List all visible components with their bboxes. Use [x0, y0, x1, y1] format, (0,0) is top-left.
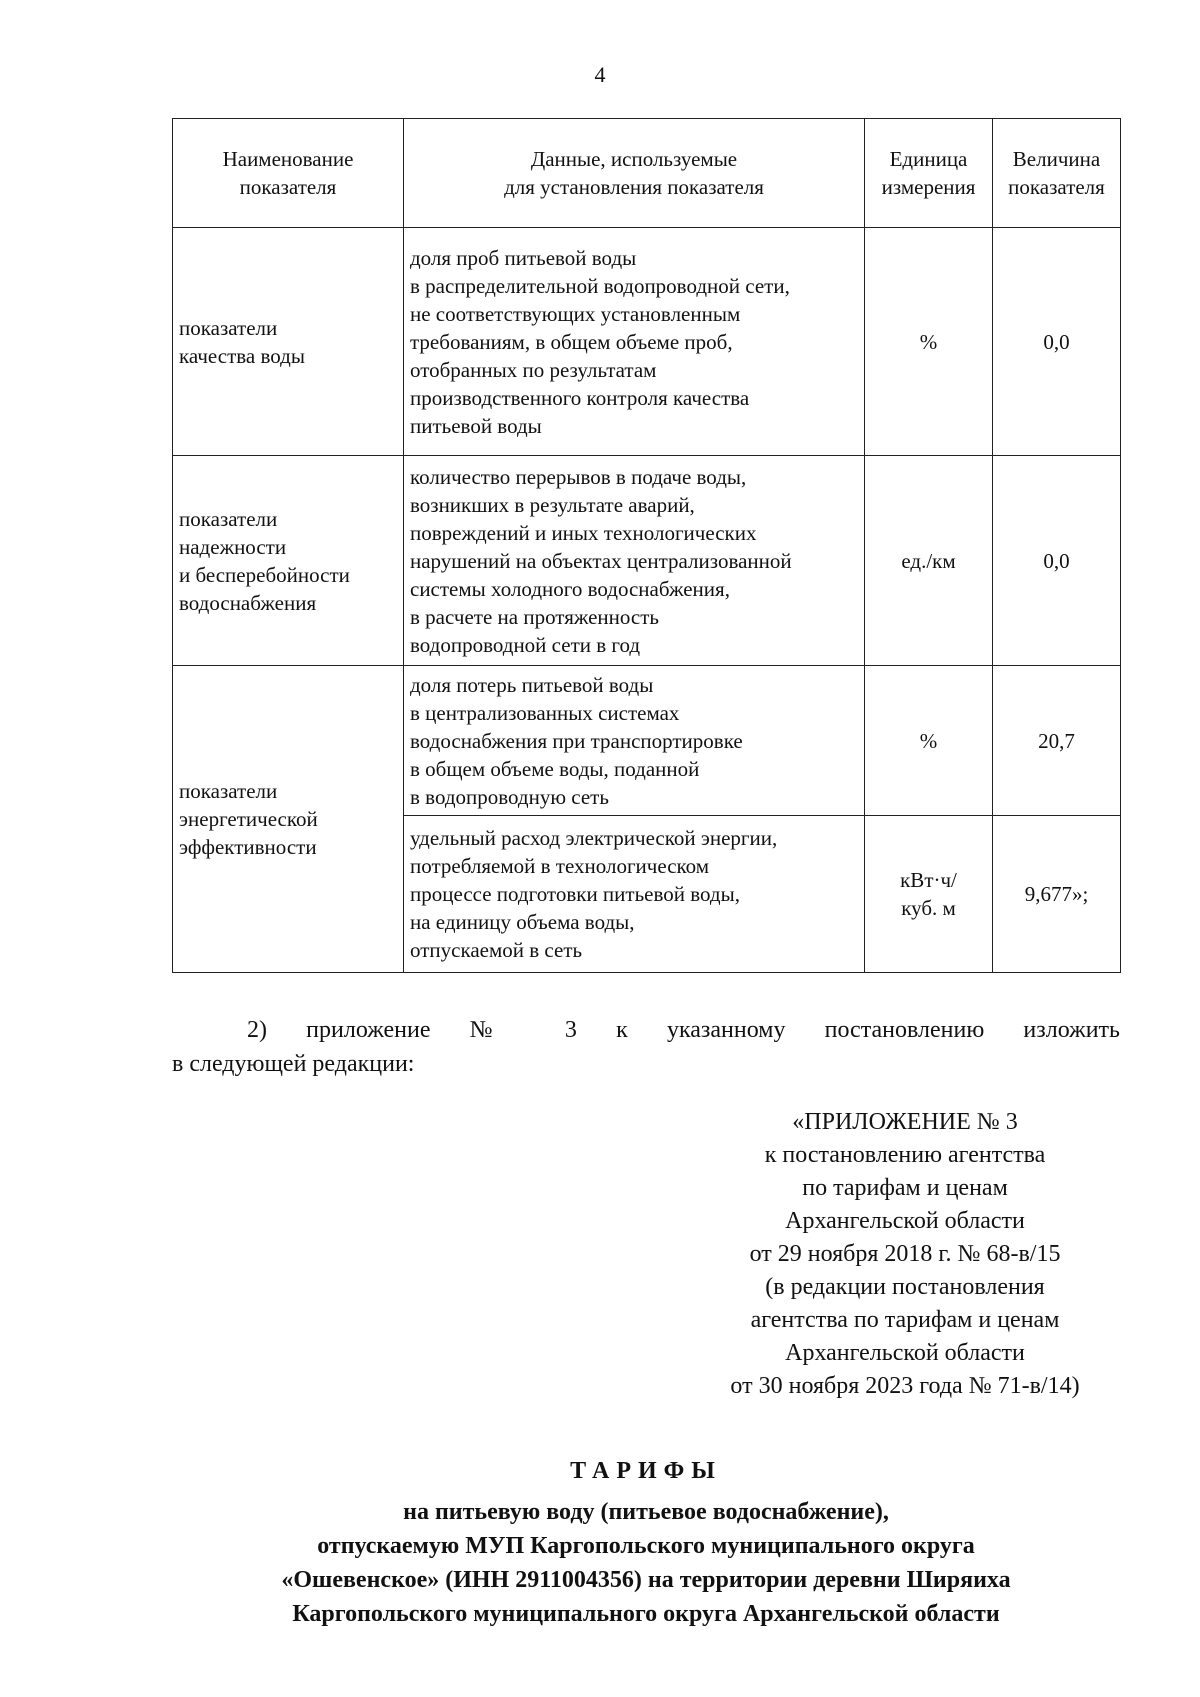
indicators-table [172, 118, 1121, 973]
unit-cell: % [865, 666, 993, 816]
table-row [173, 666, 1121, 816]
paragraph-line: в следующей редакции: [172, 1051, 415, 1077]
indicator-name-cell: показатели энергетической эффективности [173, 666, 404, 973]
unit-cell: ед./км [865, 456, 993, 666]
indicator-data-cell: доля проб питьевой воды в распределительной водопроводной сети, не соответствующих установленным требованиям, в общем объеме проб, отобранных по результатам производственного контроля качества питьевой воды [404, 228, 865, 456]
page-number: 4 [594, 62, 606, 87]
unit-cell: кВт·ч/ куб. м [865, 816, 993, 973]
value-cell: 0,0 [993, 228, 1121, 456]
indicator-name-cell: показатели качества воды [173, 228, 404, 456]
table-header-row [173, 119, 1121, 228]
indicator-data-cell: количество перерывов в подаче воды, возникших в результате аварий, повреждений и иных технологических нарушений на объектах централизованной системы холодного водоснабжения, в расчете на протяженность водопроводной сети в год [404, 456, 865, 666]
header-data-used: Данные, используемые для установления показателя [404, 119, 865, 228]
header-unit: Единица измерения [865, 119, 993, 228]
value-cell: 20,7 [993, 666, 1121, 816]
table-row [173, 228, 1121, 456]
value-cell: 0,0 [993, 456, 1121, 666]
header-indicator-name: Наименование показателя [173, 119, 404, 228]
table-row [173, 456, 1121, 666]
indicator-data-cell: удельный расход электрической энергии, потребляемой в технологическом процессе подготовки питьевой воды, на единицу объема воды, отпускаемой в сеть [404, 816, 865, 973]
unit-cell: % [865, 228, 993, 456]
indicator-name-cell: показатели надежности и бесперебойности водоснабжения [173, 456, 404, 666]
tariff-title: ТАРИФЫ [570, 1458, 722, 1484]
value-cell: 9,677»; [993, 816, 1121, 973]
paragraph-line: 2) приложение № 3 к указанному постановлению изложить [247, 1017, 1120, 1043]
tariff-subtitle: на питьевую воду (питьевое водоснабжение), отпускаемую МУП Каргопольского муниципального округа «Ошевенское» (ИНН 2911004356) на территории деревни Ширяиха Каргопольского муниципального округа Архангельской области [281, 1499, 1011, 1627]
indicator-data-cell: доля потерь питьевой воды в централизованных системах водоснабжения при транспортировке в общем объеме воды, поданной в водопроводную сеть [404, 666, 865, 816]
appendix-heading: «ПРИЛОЖЕНИЕ № 3 к постановлению агентства по тарифам и ценам Архангельской области от 29 ноября 2018 г. № 68-в/15 (в редакции постановления агентства по тарифам и ценам Архангельской области от 30 ноября 2023 года № 71-в/14) [730, 1109, 1080, 1399]
amendment-paragraph [172, 1013, 1120, 1081]
header-value: Величина показателя [993, 119, 1121, 228]
